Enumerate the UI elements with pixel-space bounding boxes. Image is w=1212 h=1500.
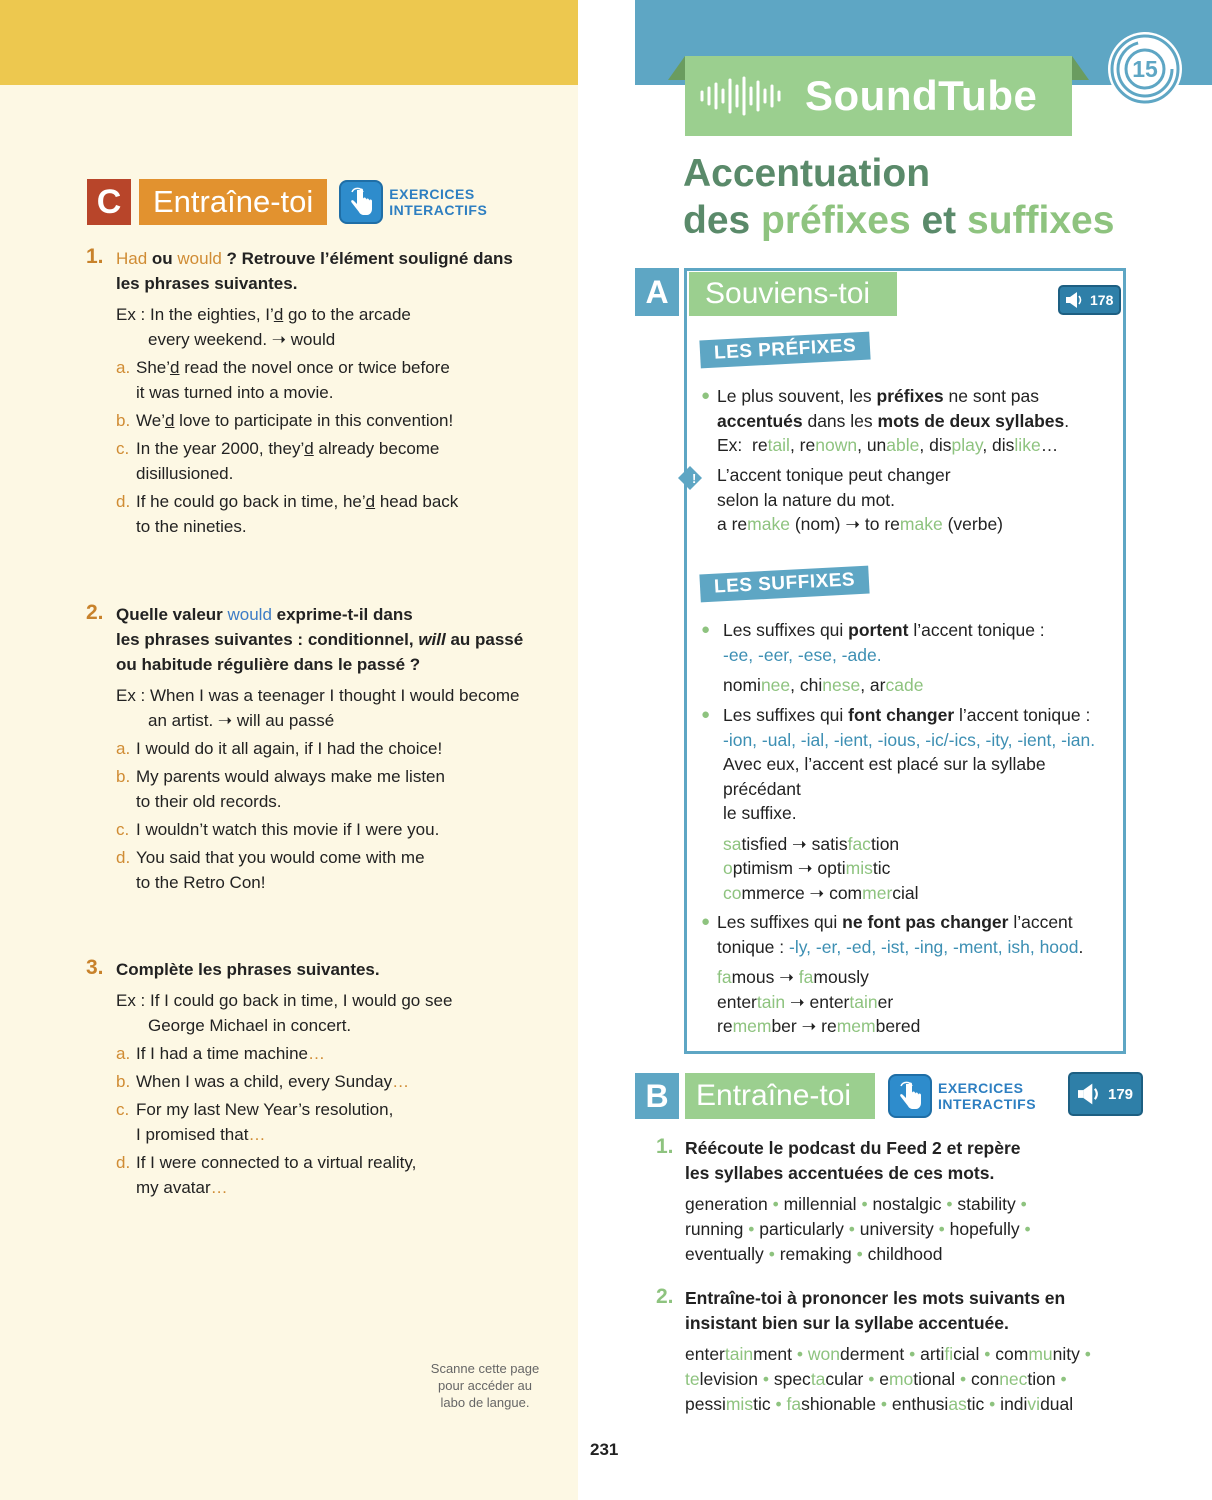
question-2-number: 2. [86, 601, 104, 624]
question-1 [86, 246, 566, 539]
item-post: head back [375, 492, 459, 511]
q1-ex-b: go to the arcade [283, 305, 411, 324]
prefix-rule: ● Le plus souvent, les préfixes ne sont pas accentués dans les mots de deux syllabes. Ex: retail, renown, unable, display, dislike… [701, 386, 1070, 455]
scan-note-line: labo de langue. [440, 1395, 530, 1410]
b-question-2-title [656, 1286, 1126, 1336]
unit-number-badge [1106, 30, 1184, 108]
item-letter: d. [116, 492, 131, 511]
item-cont: I promised that [136, 1125, 249, 1144]
unit-number: 15 [1132, 56, 1158, 82]
separator: • [856, 1244, 863, 1264]
item-pre: If he could go back in time, he’ [136, 492, 366, 511]
item-letter: b. [116, 411, 131, 430]
item-cont: to the Retro Con! [136, 873, 266, 892]
item-text: You said that you would come with me [136, 848, 425, 867]
bullet: ● [701, 706, 711, 723]
item-letter: c. [116, 1100, 130, 1119]
q2-item-a [86, 736, 566, 761]
suffix-rule-1: ● Les suffixes qui portent l’accent tonique : -ee, -eer, -ese, -ade. nominee, chinese, arcade [701, 620, 1045, 695]
separator: • [861, 1194, 868, 1214]
hand-pointer-icon [888, 1074, 932, 1118]
item-letter: a. [116, 739, 131, 758]
q2-item-c [86, 817, 566, 842]
interactive-word: INTERACTIFS [389, 202, 488, 218]
title-line-1: Accentuation [683, 152, 931, 195]
interactive-exercises-label [938, 1080, 1036, 1112]
q1-ex-underlined: d [273, 305, 284, 324]
word: stability [957, 1194, 1016, 1214]
ellipsis: … [307, 1044, 325, 1063]
item-letter: d. [116, 1153, 131, 1172]
b-question-2-number: 2. [656, 1285, 674, 1308]
svg-text:!: ! [692, 471, 697, 486]
item-underlined: d [365, 492, 376, 511]
b-question-2 [656, 1286, 1126, 1417]
q1-title-rest: ? Retrouve l’élément souligné dans [221, 249, 513, 268]
question-3-number: 3. [86, 956, 104, 979]
item-text: If I were connected to a virtual reality, [136, 1153, 417, 1172]
banner-fold-right [1072, 56, 1089, 80]
exercises-word: EXERCICES [389, 186, 475, 202]
item-post: read the novel once or twice before [179, 358, 450, 377]
title-des: des [683, 199, 762, 242]
audio-track-178-button[interactable] [1058, 285, 1121, 315]
b-question-2-words: entertainment • wonderment • artificial • community • television • spectacular • emotional • connection • pessimistic • fashionable • enthusiastic • individual [685, 1344, 1091, 1414]
question-1-title [86, 246, 566, 296]
b-question-1-title [656, 1136, 1126, 1186]
q2-will: will [418, 630, 446, 649]
q2-title-d: les phrases suivantes : conditionnel, [116, 630, 419, 649]
separator: • [946, 1194, 953, 1214]
q2-item-b [86, 764, 566, 814]
b-q2-title-a: Entraîne-toi à prononcer les mots suivants en [685, 1288, 1066, 1308]
word: childhood [867, 1244, 943, 1264]
item-letter: a. [116, 1044, 131, 1063]
title-et: et [910, 199, 967, 242]
left-header-band [0, 0, 578, 85]
separator: • [772, 1194, 779, 1214]
item-pre: She’ [136, 358, 171, 377]
b-q1-title-a: Réécoute le podcast du Feed 2 et repère [685, 1138, 1021, 1158]
question-2-example [86, 683, 566, 733]
q1-item-d [86, 489, 566, 539]
interactive-exercises-label [389, 186, 487, 218]
speaker-icon [1066, 292, 1086, 308]
item-pre: We’ [136, 411, 165, 430]
question-1-example [86, 302, 566, 352]
word: millennial [783, 1194, 857, 1214]
item-letter: c. [116, 439, 130, 458]
b-question-1-number: 1. [656, 1135, 674, 1158]
scan-note-line: Scanne cette page [430, 1361, 540, 1376]
separator: • [768, 1244, 775, 1264]
word: university [859, 1219, 934, 1239]
item-pre: In the year 2000, they’ [136, 439, 305, 458]
word: remaking [779, 1244, 852, 1264]
title-suffixes: suffixes [967, 199, 1115, 242]
soundtube-banner [685, 56, 1072, 136]
section-a-title: Souviens-toi [689, 272, 897, 316]
warning-icon [677, 465, 703, 491]
q2-title-g: ou habitude régulière dans le passé ? [116, 655, 421, 674]
page-title [683, 150, 1114, 244]
q3-title-text: Complète les phrases suivantes. [116, 960, 380, 979]
item-letter: b. [116, 767, 131, 786]
audio-track-number: 178 [1090, 292, 1114, 308]
item-letter: b. [116, 1072, 131, 1091]
q3-item-d [86, 1150, 566, 1200]
b-question-1-words [656, 1192, 1126, 1267]
item-cont: it was turned into a movie. [136, 383, 334, 402]
item-text: When I was a child, every Sunday [136, 1072, 393, 1091]
scan-note-line: pour accéder au [438, 1378, 532, 1393]
item-post: love to participate in this convention! [174, 411, 454, 430]
q2-would: would [227, 605, 272, 624]
item-text: If I had a time machine [136, 1044, 308, 1063]
audio-track-number: 179 [1108, 1085, 1134, 1103]
item-underlined: d [304, 439, 314, 458]
speaker-icon [1078, 1083, 1104, 1105]
q1-had: Had [116, 249, 148, 268]
title-prefixes: préfixes [761, 199, 911, 242]
q1-title-line2: les phrases suivantes. [116, 274, 298, 293]
word: generation [685, 1194, 768, 1214]
item-text: My parents would always make me listen [136, 767, 445, 786]
separator: • [848, 1219, 855, 1239]
q1-item-c [86, 436, 566, 486]
item-letter: a. [116, 358, 131, 377]
section-a-letter: A [635, 268, 679, 316]
hand-pointer-icon [339, 180, 383, 224]
suffix-rule-3: ● Les suffixes qui ne font pas changer l’accent tonique : -ly, -er, -ed, -ist, -ing, -ment, ish, hood. famous ➝ famously entertain ➝ entertainer remember ➝ remembered [701, 912, 1084, 1036]
q2-ex-a: Ex : When I was a teenager I thought I would become [116, 686, 520, 705]
separator: • [1020, 1194, 1027, 1214]
separator: • [1024, 1219, 1031, 1239]
item-letter: d. [116, 848, 131, 867]
q2-item-d [86, 845, 566, 895]
word: eventually [685, 1244, 764, 1264]
item-letter: c. [116, 820, 130, 839]
sound-wave-icon [699, 76, 785, 116]
exercises-word: EXERCICES [938, 1080, 1024, 1096]
b-q1-title-b: les syllabes accentuées de ces mots. [685, 1163, 995, 1183]
q2-title-f: au passé [445, 630, 524, 649]
suffix-rule-2: ● Les suffixes qui font changer l’accent tonique : -ion, -ual, -ial, -ient, -ious, -ic/-ics, -ity, -ient, -ian. Avec eux, l’accent est placé sur la syllabe précédant le suffixe. satisfied ➝ satisfaction optimism ➝ optimistic commerce ➝ commercial [701, 705, 1096, 903]
b-q2-title-b: insistant bien sur la syllabe accentuée. [685, 1313, 1009, 1333]
word: hopefully [949, 1219, 1020, 1239]
bullet: ● [701, 913, 711, 930]
q2-ex-b: an artist. ➝ will au passé [148, 711, 335, 730]
section-c-letter: C [87, 179, 131, 225]
interactive-word: INTERACTIFS [938, 1096, 1037, 1112]
interactive-exercises-button-c[interactable] [339, 180, 487, 224]
item-cont: to the nineties. [136, 517, 247, 536]
q1-item-b [86, 408, 566, 433]
question-3-title [86, 957, 566, 982]
bullet: ● [701, 387, 711, 404]
tag-prefixes: LES PRÉFIXES [699, 332, 870, 369]
word: running [685, 1219, 744, 1239]
item-text: I would do it all again, if I had the choice! [136, 739, 443, 758]
audio-track-179-button[interactable] [1068, 1072, 1143, 1116]
q1-ex-c: every weekend. ➝ would [148, 330, 336, 349]
q1-ex-a: Ex : In the eighties, I’ [116, 305, 274, 324]
item-cont: to their old records. [136, 792, 282, 811]
q2-title-c: exprime-t-il dans [271, 605, 413, 624]
interactive-exercises-button-b[interactable] [888, 1074, 1036, 1118]
section-b-letter: B [635, 1073, 679, 1119]
tag-suffixes: LES SUFFIXES [699, 566, 869, 603]
q1-would: would [177, 249, 222, 268]
bullet: ● [701, 621, 711, 638]
item-underlined: d [170, 358, 180, 377]
q1-item-a [86, 355, 566, 405]
page-number: 231 [590, 1440, 619, 1459]
banner-fold-left [668, 56, 685, 80]
question-2-title [86, 602, 566, 677]
q3-ex-a: Ex : If I could go back in time, I would go see [116, 991, 453, 1010]
question-2 [86, 602, 566, 895]
section-b-title: Entraîne-toi [685, 1073, 875, 1119]
ellipsis: … [248, 1125, 266, 1144]
soundtube-title: SoundTube [805, 72, 1038, 119]
question-3-example [86, 988, 566, 1038]
scan-note [420, 1360, 550, 1411]
prefix-note: L’accent tonique peut changer selon la nature du mot. a remake (nom) ➝ to remake (verbe) [717, 465, 1004, 534]
item-text: For my last New Year’s resolution, [136, 1100, 394, 1119]
item-text: I wouldn’t watch this movie if I were you. [136, 820, 440, 839]
q3-ex-b: George Michael in concert. [148, 1016, 352, 1035]
word: nostalgic [872, 1194, 942, 1214]
item-cont: my avatar [136, 1178, 211, 1197]
item-post: already become [313, 439, 440, 458]
q1-ou: ou [147, 249, 178, 268]
q3-item-a [86, 1041, 566, 1066]
section-c-title: Entraîne-toi [139, 179, 327, 225]
section-c-header [87, 179, 487, 225]
item-cont: disillusioned. [136, 464, 234, 483]
ellipsis: … [392, 1072, 410, 1091]
separator: • [748, 1219, 755, 1239]
b-question-1 [656, 1136, 1126, 1267]
separator: • [938, 1219, 945, 1239]
item-underlined: d [164, 411, 175, 430]
word: particularly [759, 1219, 844, 1239]
q3-item-c [86, 1097, 566, 1147]
question-3 [86, 957, 566, 1200]
question-1-number: 1. [86, 245, 104, 268]
ellipsis: … [210, 1178, 228, 1197]
q3-item-b [86, 1069, 566, 1094]
q2-title-a: Quelle valeur [116, 605, 228, 624]
